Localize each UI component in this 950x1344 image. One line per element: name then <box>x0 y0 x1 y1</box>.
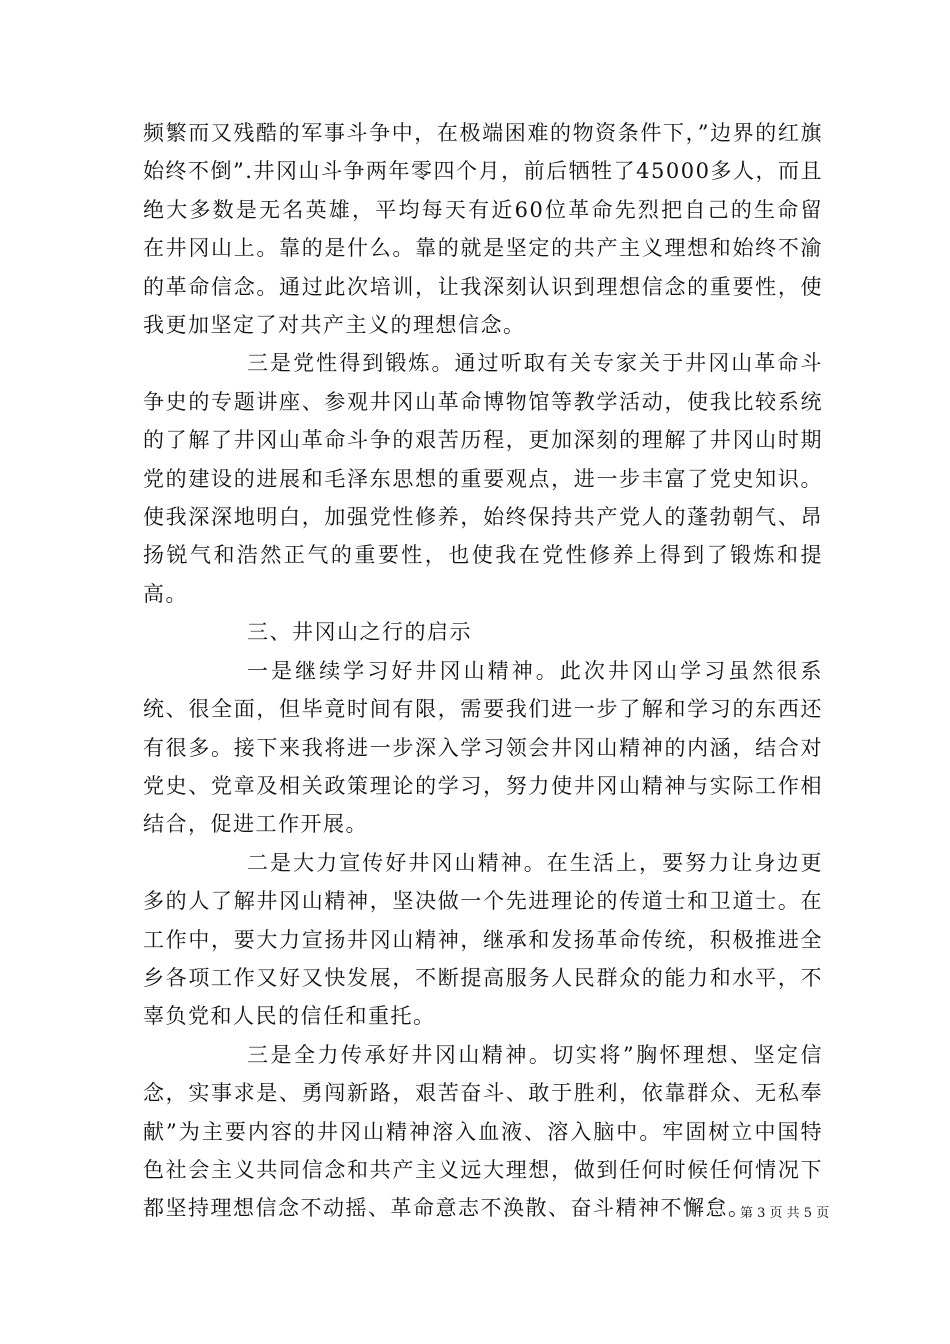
paragraph-ideal-belief: 频繁而又残酷的军事斗争中，在极端困难的物资条件下，”边界的红旗始终不倒”.井冈山斗争两年零四个月，前后牺牲了45000多人，而且绝大多数是无名英雄，平均每天有近60位革命先烈把自己的生命留在井冈山上。靠的是什么。靠的就是坚定的共产主义理想和始终不渝的革命信念。通过此次培训，让我深刻认识到理想信念的重要性，使我更加坚定了对共产主义的理想信念。 <box>143 121 823 338</box>
paragraph-continue-learning: 一是继续学习好井冈山精神。此次井冈山学习虽然很系统、很全面，但毕竟时间有限，需要我们进一步了解和学习的东西还有很多。接下来我将进一步深入学习领会井冈山精神的内涵，结合对党史、党章及相关政策理论的学习，努力使井冈山精神与实际工作相结合，促进工作开展。 <box>143 658 823 837</box>
paragraph-party-spirit: 三是党性得到锻炼。通过听取有关专家关于井冈山革命斗争史的专题讲座、参观井冈山革命博物馆等教学活动，使我比较系统的了解了井冈山革命斗争的艰苦历程，更加深刻的理解了井冈山时期党的建设的进展和毛泽东思想的重要观点，进一步丰富了党史知识。使我深深地明白，加强党性修养，始终保持共产党人的蓬勃朝气、昂扬锐气和浩然正气的重要性，也使我在党性修养上得到了锻炼和提高。 <box>143 351 823 606</box>
document-body <box>143 114 823 1228</box>
paragraph-inherit-spirit: 三是全力传承好井冈山精神。切实将”胸怀理想、坚定信念，实事求是、勇闯新路，艰苦奋斗、敢于胜利，依靠群众、无私奉献”为主要内容的井冈山精神溶入血液、溶入脑中。牢固树立中国特色社会主义共同信念和共产主义远大理想，做到任何时候任何情况下都坚持理想信念不动摇、革命意志不涣散、奋斗精神不懈怠。 <box>143 1042 823 1221</box>
section-heading-inspiration: 三、井冈山之行的启示 <box>247 620 472 645</box>
paragraph-promote-spirit: 二是大力宣传好井冈山精神。在生活上，要努力让身边更多的人了解井冈山精神，坚决做一个先进理论的传道士和卫道士。在工作中，要大力宣扬井冈山精神，继承和发扬革命传统，积极推进全乡各项工作又好又快发展，不断提高服务人民群众的能力和水平，不辜负党和人民的信任和重托。 <box>143 850 823 1029</box>
page-number: 第 3 页 共 5 页 <box>740 1206 830 1221</box>
